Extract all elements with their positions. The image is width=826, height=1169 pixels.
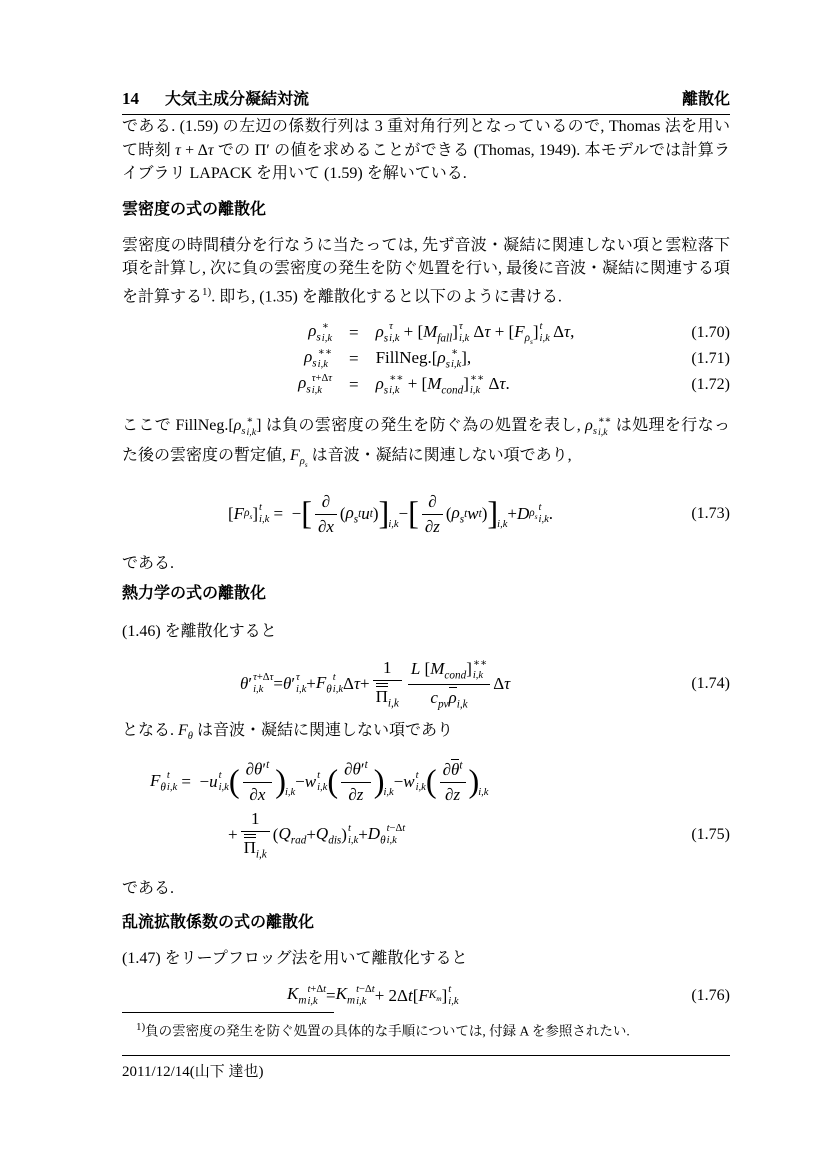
equation-number: (1.73) <box>691 505 730 523</box>
equation-lhs: $\rho_s$ ∗ i,k <box>308 321 332 345</box>
paragraph-dearu-2: である. <box>122 879 175 897</box>
equation-number: (1.70) <box>691 324 730 342</box>
equation-body: $F_\theta$ t i,k = − u t i,k ( $\frac{\partial\theta'^t}{\partial x}$ ) i,k − w t i,k ( $\frac{\partial\theta'^t}{\partial z}$ ) i,k − w t i,k ( $\frac{\partial\theta^t}{\partial z}$ ) i,k <box>150 759 489 805</box>
equation-number: (1.74) <box>691 675 730 693</box>
paragraph-fillneg-explanation: ここで $FillNeg.[\rho_s$ ∗ i,k ] は負の雲密度の発生を防ぐ為の処置を表し, $\rho_s$ ∗∗ i,k は処理を行なった後の雲密度の暫定値, $F_{\rho_s}$ は音波・凝結に関連しない項であり, <box>122 415 730 470</box>
equation-lhs: $\rho_s$ ∗∗ i,k <box>304 347 332 371</box>
paragraph-ftheta-explanation: となる. $F_\theta$ は音波・凝結に関連しない項であり <box>122 722 453 743</box>
footnote-rule <box>122 1012 334 1013</box>
equation-body: + $\frac{1}{\Pi_{i,k}}$ ( $Q_{rad}$ + $Q_{dis}$ ) t i,k + $D_\theta$ t−Δt i,k <box>228 809 406 861</box>
section-heading-thermodynamics: 熱力学の式の離散化 <box>122 585 267 603</box>
equation-1-70 <box>122 320 730 346</box>
paragraph-cloud-density-procedure: 雲密度の時間積分を行なうに当たっては, 先ず音波・凝結に関連しない項と雲粒落下項を計算し, 次に負の雲密度の発生を防ぐ処置を行い, 最後に音波・凝結に関連する項を計算する$^{1)}$. 即ち, (1.35) を離散化すると以下のように書ける. <box>122 236 731 305</box>
header-left-title: 大気主成分凝結対流 <box>165 91 310 108</box>
equation-1-74 <box>122 658 730 711</box>
equation-1-73 <box>122 492 730 537</box>
footer-rule <box>122 1055 730 1056</box>
equation-number: (1.71) <box>691 350 730 368</box>
equation-body: θ ′ τ+Δτ i,k = θ ′ τ i,k + $F_\theta$ t i,k Δ τ + $\frac{1}{\Pi_{i,k}}$ L $[M_{cond}]$ ∗∗ i,k $c_{pv}\rho_{i,k}$ Δ τ <box>240 657 511 711</box>
equation-body: [ F $\rho_s$ ] t i,k = − [ $\frac{\partial}{\partial x}$ ( $\rho_s$ t u t ) ] i,k − [ $\frac{\partial}{\partial z}$ ( $\rho_s$ t w t ) ] i,k + D $\rho_s$ t i,k . <box>228 491 553 536</box>
paragraph-thomas-method: である. (1.59) の左辺の係数行列は 3 重対角行列となっているので, Thomas 法を用いて時刻 τ + Δτ での Π′ の値を求めることができる (Thomas, 1949). 本モデルでは計算ライブラリ LAPACK を用いて (1.59) を解いている. <box>122 118 730 182</box>
equation-1-75-line2 <box>122 809 730 860</box>
equation-lhs: $\rho_s$ τ+Δτ i,k <box>298 373 332 397</box>
equation-rhs: $\rho_s$ ∗∗ i,k + $[M_{cond}]$ ∗∗ i,k Δτ. <box>375 373 510 397</box>
equals-sign: = <box>349 323 359 343</box>
equation-number: (1.76) <box>691 986 730 1004</box>
page-header <box>122 90 730 109</box>
equation-1-71 <box>122 346 730 372</box>
equation-rhs: $\rho_s$ τ i,k + $[M_{fall}]$ τ i,k $\Delta\tau + [F_{\rho_s}]$ t i,k Δτ, <box>375 320 575 347</box>
paragraph-dearu-1: である. <box>122 554 175 572</box>
section-heading-cloud-density: 雲密度の式の離散化 <box>122 200 267 218</box>
paragraph-leapfrog: (1.47) をリープフロッグ法を用いて離散化すると <box>122 950 468 968</box>
page-number: 14 <box>122 89 139 108</box>
equation-rhs: $FillNeg.[\rho_s$ ∗ i,k ], <box>375 347 472 371</box>
equation-1-72 <box>122 372 730 398</box>
equation-body: $K_m$ t+Δt i,k = $K_m$ t−Δt i,k + 2Δ t [ F $K_m$ ] t i,k <box>287 983 459 1007</box>
equation-group-cloud-density <box>122 320 730 398</box>
equation-number: (1.75) <box>691 825 730 843</box>
equals-sign: = <box>349 349 359 369</box>
equation-1-76 <box>122 984 730 1008</box>
header-right-title: 離散化 <box>681 91 730 108</box>
paragraph-discretize-146: (1.46) を離散化すると <box>122 623 277 641</box>
footer-date-author: 2011/12/14(山下 達也) <box>122 1064 264 1081</box>
equation-number: (1.72) <box>691 376 730 394</box>
equals-sign: = <box>349 375 359 395</box>
section-heading-turbulent-diffusion: 乱流拡散係数の式の離散化 <box>122 914 315 932</box>
equation-1-75-line1 <box>122 759 730 805</box>
footnote-text: $^{1)}$負の雲密度の発生を防ぐ処置の具体的な手順については, 付録 A を参照されたい. <box>136 1020 630 1039</box>
